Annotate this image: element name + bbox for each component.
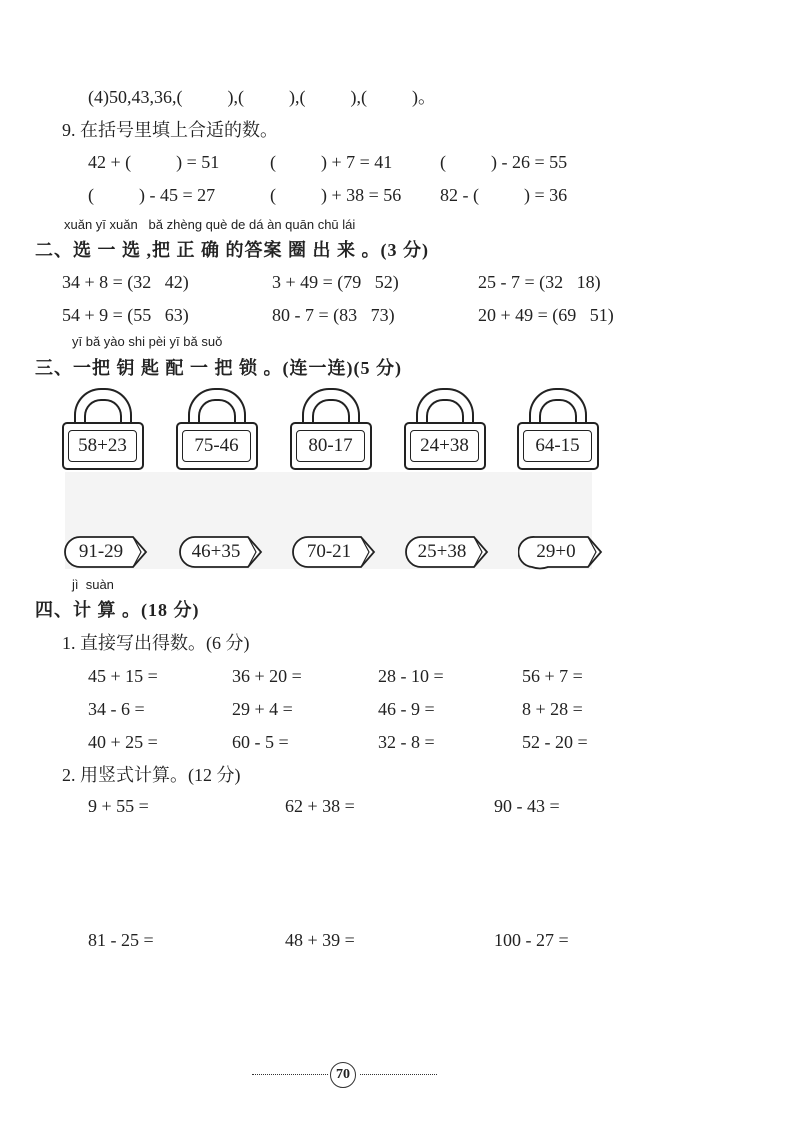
lock-body xyxy=(517,422,599,470)
section3-pinyin: yī bǎ yào shi pèi yī bǎ suǒ xyxy=(72,334,223,349)
q9-blank-equation: ( ) - 26 = 55 xyxy=(440,152,568,172)
lock-label: 24+38 xyxy=(410,430,479,462)
choice-equation: 25 - 7 = (32 18) xyxy=(478,272,601,292)
vertical-calc: 9 + 55 = xyxy=(88,796,149,816)
key-3[interactable] xyxy=(291,535,377,571)
key-4[interactable] xyxy=(404,535,490,571)
lock-label: 75-46 xyxy=(182,430,251,462)
lock-2[interactable] xyxy=(176,388,258,470)
footer-dotted-line-left xyxy=(252,1074,328,1075)
lock-body xyxy=(62,422,144,470)
lock-1[interactable] xyxy=(62,388,144,470)
q9-blank-equation: ( ) + 7 = 41 xyxy=(270,152,393,172)
lock-body xyxy=(290,422,372,470)
lock-3[interactable] xyxy=(290,388,372,470)
choice-equation: 3 + 49 = (79 52) xyxy=(272,272,399,292)
oral-calc: 45 + 15 = xyxy=(88,666,158,686)
key-2[interactable] xyxy=(178,535,264,571)
oral-calc: 52 - 20 = xyxy=(522,732,588,752)
section3-title: 三、一把 钥 匙 配 一 把 锁 。(连一连)(5 分) xyxy=(35,358,402,378)
page-number: 70 xyxy=(330,1062,356,1088)
lock-label: 80-17 xyxy=(296,430,365,462)
part2-title: 2. 用竖式计算。(12 分) xyxy=(62,765,241,785)
oral-calc: 56 + 7 = xyxy=(522,666,583,686)
footer-dotted-line-right xyxy=(360,1074,437,1075)
key-1[interactable] xyxy=(63,535,149,571)
oral-calc: 46 - 9 = xyxy=(378,699,435,719)
key-label: 91-29 xyxy=(78,541,124,562)
vertical-calc: 100 - 27 = xyxy=(494,930,569,950)
key-5[interactable] xyxy=(518,535,604,571)
choice-equation: 80 - 7 = (83 73) xyxy=(272,305,395,325)
lock-label: 58+23 xyxy=(68,430,137,462)
oral-calc: 36 + 20 = xyxy=(232,666,302,686)
lock-body xyxy=(404,422,486,470)
oral-calc: 28 - 10 = xyxy=(378,666,444,686)
section4-title: 四、计 算 。(18 分) xyxy=(35,600,200,620)
vertical-calc: 81 - 25 = xyxy=(88,930,154,950)
oral-calc: 8 + 28 = xyxy=(522,699,583,719)
key-label: 70-21 xyxy=(306,541,352,562)
part1-title: 1. 直接写出得数。(6 分) xyxy=(62,633,250,653)
section4-pinyin: jì suàn xyxy=(72,577,114,592)
q9-blank-equation: 42 + ( ) = 51 xyxy=(88,152,220,172)
q9-blank-equation: ( ) + 38 = 56 xyxy=(270,185,402,205)
section2-pinyin: xuǎn yī xuǎn bǎ zhèng què de dá àn quān chū lái xyxy=(64,217,356,232)
vertical-calc: 90 - 43 = xyxy=(494,796,560,816)
sequence-question: (4)50,43,36,( ),( ),( ),( )。 xyxy=(88,87,436,107)
oral-calc: 60 - 5 = xyxy=(232,732,289,752)
section2-title: 二、选 一 选 ,把 正 确 的答案 圈 出 来 。(3 分) xyxy=(35,240,429,260)
oral-calc: 29 + 4 = xyxy=(232,699,293,719)
key-label: 29+0 xyxy=(536,541,576,562)
vertical-calc: 62 + 38 = xyxy=(285,796,355,816)
lock-label: 64-15 xyxy=(523,430,592,462)
q9-blank-equation: 82 - ( ) = 36 xyxy=(440,185,568,205)
choice-equation: 34 + 8 = (32 42) xyxy=(62,272,189,292)
choice-equation: 20 + 49 = (69 51) xyxy=(478,305,614,325)
key-label: 25+38 xyxy=(417,541,467,562)
choice-equation: 54 + 9 = (55 63) xyxy=(62,305,189,325)
oral-calc: 34 - 6 = xyxy=(88,699,145,719)
key-label: 46+35 xyxy=(191,541,241,562)
lock-5[interactable] xyxy=(517,388,599,470)
oral-calc: 32 - 8 = xyxy=(378,732,435,752)
lock-body xyxy=(176,422,258,470)
vertical-calc: 48 + 39 = xyxy=(285,930,355,950)
q9-title: 9. 在括号里填上合适的数。 xyxy=(62,120,278,140)
q9-blank-equation: ( ) - 45 = 27 xyxy=(88,185,216,205)
lock-4[interactable] xyxy=(404,388,486,470)
oral-calc: 40 + 25 = xyxy=(88,732,158,752)
